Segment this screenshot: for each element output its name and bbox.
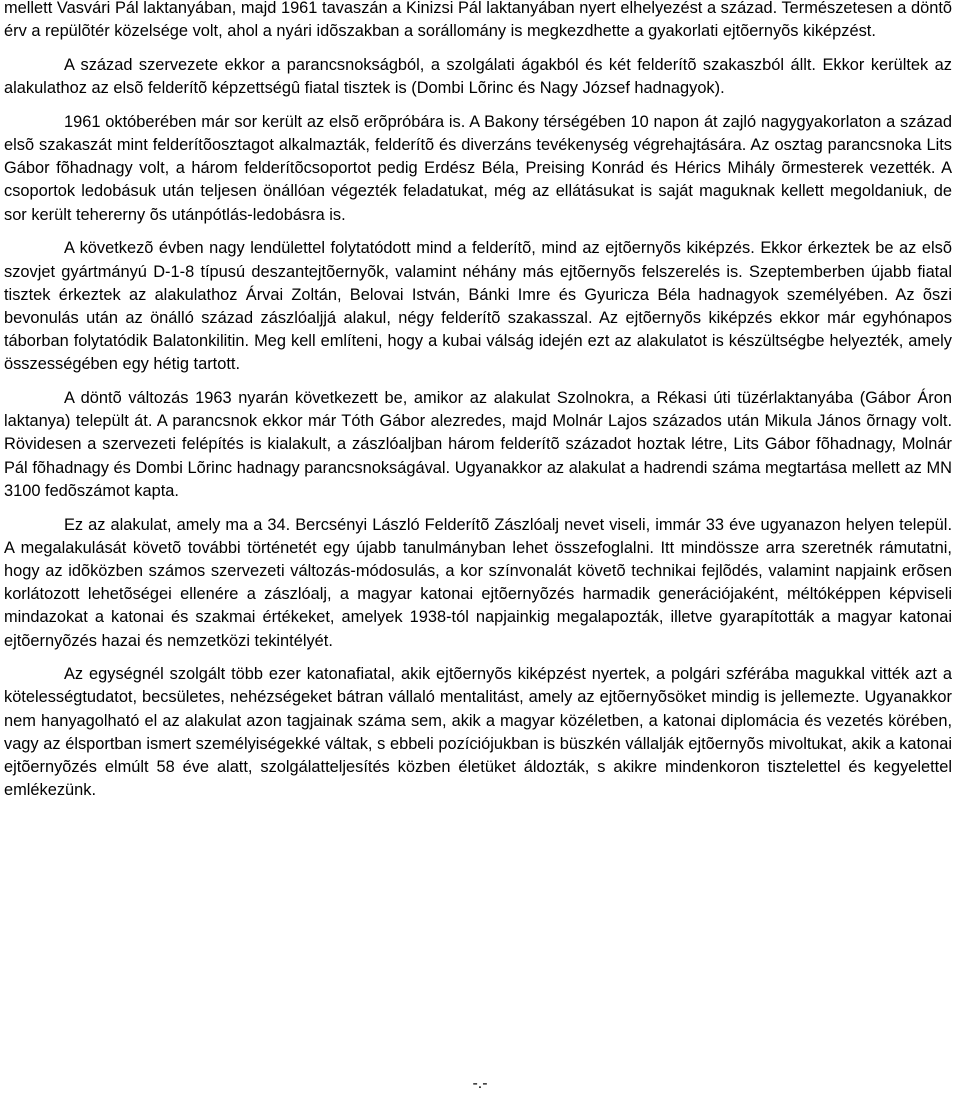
paragraph-4: A következõ évben nagy lendülettel folytatódott mind a felderítõ, mind az ejtõernyõs kiképzés. Ekkor érkeztek be az elsõ szovjet gyártmányú D-1-8 típusú deszantejtõernyõk, valamint néhány más ejtõernyõs felszerelés is. Szeptemberben újabb fiatal tisztek érkeztek az alakulathoz Árvai Zoltán, Belovai István, Bánki Imre és Gyuricza Béla hadnagyok személyében. Az õszi bevonulás után az önálló század zászlóaljjá alakul, négy felderítõ szakasszal. Az ejtõernyõs kiképzés ekkor már egyhónapos táborban folytatódik Balatonkilitin. Meg kell említeni, hogy a kubai válság idején ezt az alakulatot is készültségbe helyezték, amely összességében egy hétig tartott. (4, 239, 952, 374)
paragraph-7: Az egységnél szolgált több ezer katonafiatal, akik ejtõernyõs kiképzést nyertek, a polgári szférába magukkal vitték azt a kötelességtudatot, becsületes, nehézségeket bátran vállaló mentalitást, amely az ejtõernyõsöket mindig is jellemezte. Ugyanakkor nem hanyagolható el az alakulat azon tagjainak száma sem, akik a magyar közéletben, a katonai diplomácia és vezetés körében, vagy az élsportban ismert személyiségekké váltak, s ebbeli pozíciójukban is büszkén vállalják ejtõernyõs mivoltukat, akik a katonai ejtõernyõzés elmúlt 58 éve alatt, szolgálatteljesítés közben életüket áldozták, s akikre mindenkoron tisztelettel és kegyelettel emlékezünk. (4, 665, 952, 800)
paragraph-3: 1961 októberében már sor került az elsõ erõpróbára is. A Bakony térségében 10 napon át zajló nagygyakorlaton a század elsõ szakaszát mint felderítõosztagot alkalmazták, felderítõ és diverzáns tevékenység végrehajtására. Az osztag parancsnoka Lits Gábor fõhadnagy volt, a három felderítõcsoportot pedig Erdész Béla, Preising Konrád és Hérics Mihály õrmesterek vezették. A csoportok ledobásuk után teljesen önállóan végezték feladatukat, még az ellátásukat is saját maguknak kellett megoldaniuk, de sor került tehererny õs utánpótlás-ledobásra is. (4, 112, 952, 224)
end-mark: -.- (472, 1075, 488, 1092)
document-page (4, 0, 952, 803)
paragraph-2: A század szervezete ekkor a parancsnokságból, a szolgálati ágakból és két felderítõ szakaszból állt. Ekkor kerültek az alakulathoz az elsõ felderítõ képzettségû fiatal tisztek is (Dombi Lõrinc és Nagy József hadnagyok). (4, 55, 952, 98)
paragraph-1: mellett Vasvári Pál laktanyában, majd 1961 tavaszán a Kinizsi Pál laktanyában nyert elhelyezést a század. Természetesen a döntõ érv a repülõtér közelsége volt, ahol a nyári idõszakban a sorállomány is megkezdhette a gyakorlati ejtõernyõs kiképzést. (4, 0, 952, 41)
paragraph-6: Ez az alakulat, amely ma a 34. Bercsényi László Felderítõ Zászlóalj nevet viseli, immár 33 éve ugyanazon helyen települ. A megalakulását követõ további történetét egy újabb tanulmányban lehet összefoglalni. Itt mindössze arra szeretnék rámutatni, hogy az idõközben számos szervezeti változás-módosulás, a kor színvonalát követõ technikai fejlõdés, valamint napjaink erõsen korlátozott lehetõségei ellenére a zászlóalj, a magyar katonai ejtõernyõzés harmadik generációjaként, méltóképpen képviseli mindazokat a katonai és szakmai értékeket, amelyek 1938-tól napjainkig megalapozták, illetve gyarapították a magyar katonai ejtõernyõzés hazai és nemzetközi tekintélyét. (4, 515, 952, 650)
paragraph-5: A döntõ változás 1963 nyarán következett be, amikor az alakulat Szolnokra, a Rékasi úti tüzérlaktanyába (Gábor Áron laktanya) települt át. A parancsnok ekkor már Tóth Gábor alezredes, majd Molnár Lajos százados után Mikula János õrnagy volt. Rövidesen a szervezeti felépítés is kialakult, a zászlóaljban három felderítõ századot hoztak létre, Lits Gábor fõhadnagy, Molnár Pál fõhadnagy és Dombi Lõrinc hadnagy parancsnokságával. Ugyanakkor az alakulat a hadrendi száma megtartása mellett az MN 3100 fedõszámot kapta. (4, 389, 952, 500)
